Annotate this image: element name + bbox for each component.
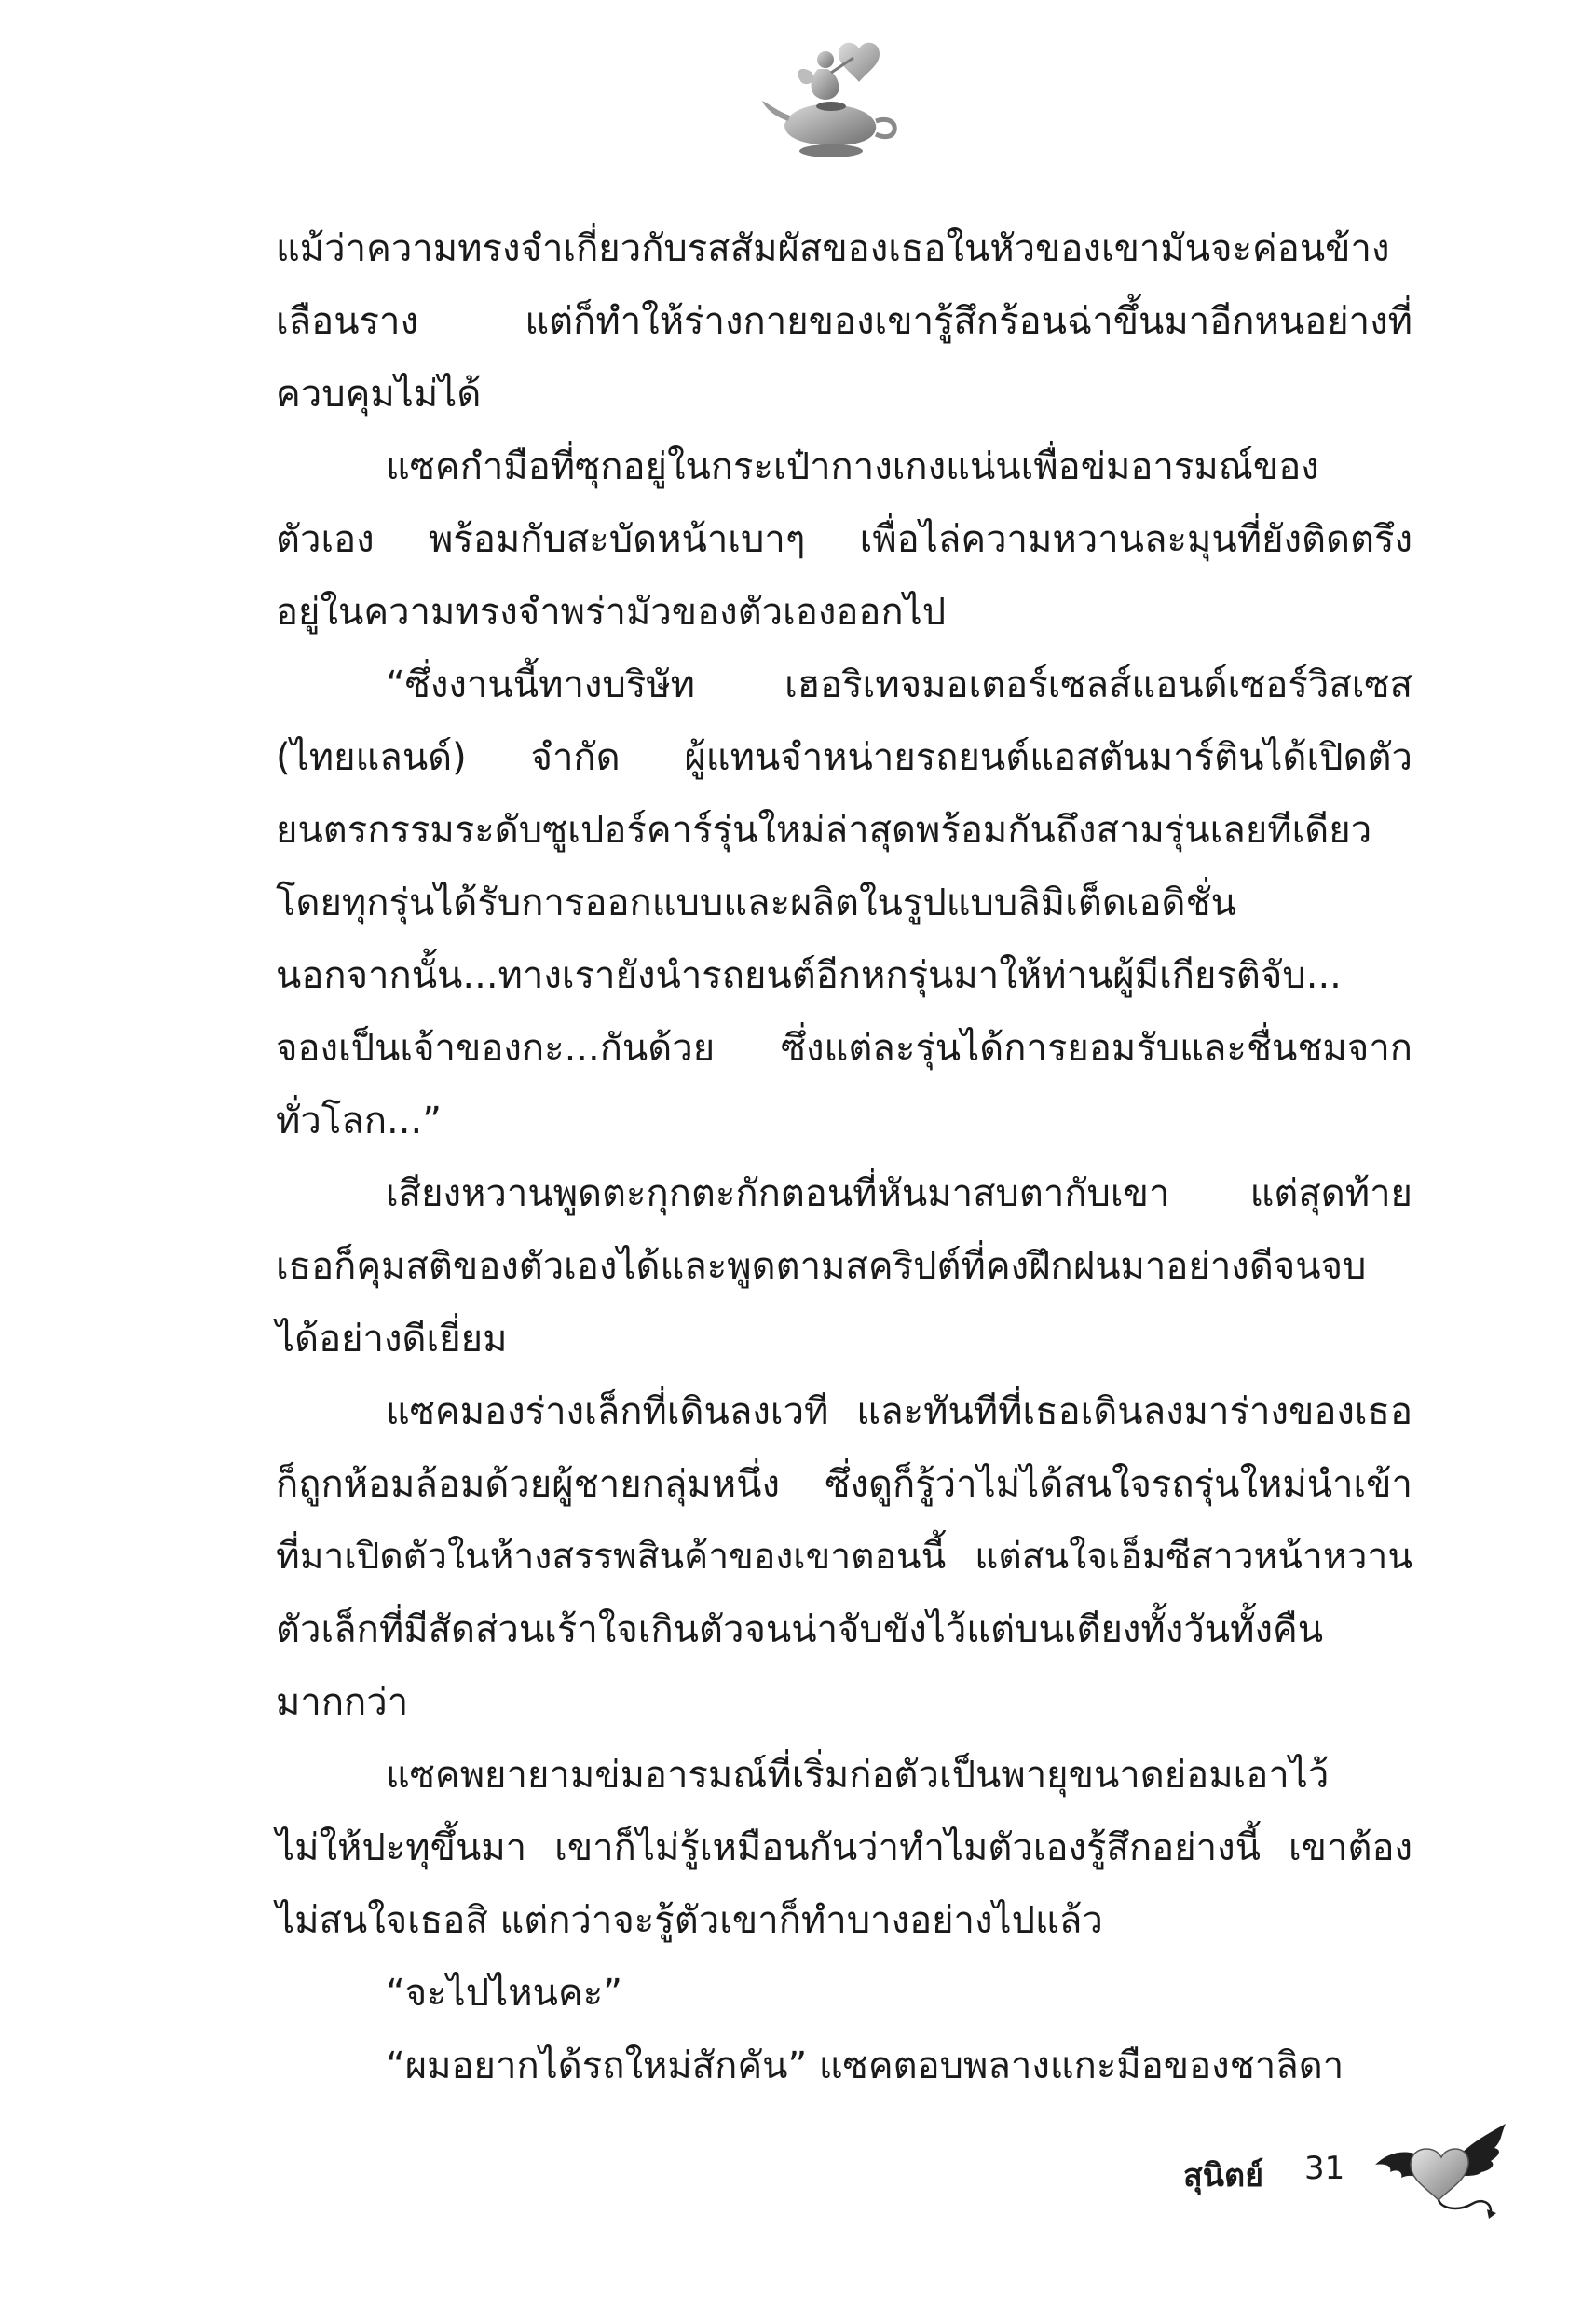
text-line: เธอก็คุมสติของตัวเองได้และพูดตามสคริปต์ที่คงฝึกฝนมาอย่างดีจนจบ bbox=[276, 1245, 1367, 1288]
paragraph bbox=[276, 431, 1412, 649]
text-line: อยู่ในความทรงจำพร่ามัวของตัวเองออกไป bbox=[276, 591, 947, 634]
text-line: นอกจากนั้น...ทางเรายังนำรถยนต์อีกหกรุ่นมาให้ท่านผู้มีเกียรติจับ... bbox=[276, 954, 1342, 997]
teapot-cupid-ornament-icon bbox=[757, 35, 906, 166]
page-footer bbox=[1071, 2129, 1556, 2213]
text-line: แซคกำมือที่ซุกอยู่ในกระเป๋ากางเกงแน่นเพื่อข่มอารมณ์ของ bbox=[386, 445, 1319, 488]
author-name: สุนิตย์ bbox=[1183, 2157, 1263, 2195]
text-line: ได้อย่างดีเยี่ยม bbox=[276, 1318, 508, 1361]
text-line: ยนตรกรรมระดับซูเปอร์คาร์รุ่นใหม่ล่าสุดพร้อมกันถึงสามรุ่นเลยทีเดียว bbox=[276, 809, 1372, 852]
text-line: จองเป็นเจ้าของกะ...กันด้วย ซึ่งแต่ละรุ่นได้การยอมรับและชื่นชมจาก bbox=[276, 1027, 1412, 1070]
paragraph bbox=[276, 212, 1412, 431]
text-line: แม้ว่าความทรงจำเกี่ยวกับรสสัมผัสของเธอในหัวของเขามันจะค่อนข้าง bbox=[276, 227, 1390, 270]
text-line: แซคพยายามข่มอารมณ์ที่เริ่มก่อตัวเป็นพายุขนาดย่อมเอาไว้ bbox=[386, 1754, 1330, 1797]
text-line: ทั่วโลก...” bbox=[276, 1100, 442, 1142]
text-line: เลือนราง แต่ก็ทำให้ร่างกายของเขารู้สึกร้อนฉ่าขึ้นมาอีกหนอย่างที่ bbox=[276, 300, 1412, 343]
text-line: แซคมองร่างเล็กที่เดินลงเวที และทันทีที่เธอเดินลงมาร่างของเธอ bbox=[386, 1390, 1412, 1433]
text-line: โดยทุกรุ่นได้รับการออกแบบและผลิตในรูปแบบลิมิเต็ดเอดิชั่น bbox=[276, 882, 1236, 924]
text-line: ไม่ให้ปะทุขึ้นมา เขาก็ไม่รู้เหมือนกันว่าทำไมตัวเองรู้สึกอย่างนี้ เขาต้อง bbox=[276, 1826, 1412, 1869]
text-line: เสียงหวานพูดตะกุกตะกักตอนที่หันมาสบตากับเขา แต่สุดท้าย bbox=[386, 1172, 1412, 1215]
paragraph bbox=[276, 1375, 1412, 1739]
page-number: 31 bbox=[1304, 2150, 1345, 2187]
paragraph bbox=[276, 1957, 1412, 2030]
text-line: ตัวเล็กที่มีสัดส่วนเร้าใจเกินตัวจนน่าจับขังไว้แต่บนเตียงทั้งวันทั้งคืน bbox=[276, 1608, 1324, 1651]
paragraph bbox=[276, 2030, 1412, 2102]
text-line: ก็ถูกห้อมล้อมด้วยผู้ชายกลุ่มหนึ่ง ซึ่งดูก็รู้ว่าไม่ได้สนใจรถรุ่นใหม่นำเข้า bbox=[276, 1463, 1412, 1506]
paragraph bbox=[276, 649, 1412, 1157]
text-line: ตัวเอง พร้อมกับสะบัดหน้าเบาๆ เพื่อไล่ความหวานละมุนที่ยังติดตรึง bbox=[276, 518, 1412, 561]
text-line: “จะไปไหนคะ” bbox=[386, 1972, 622, 2015]
text-line: “ผมอยากได้รถใหม่สักคัน” แซคตอบพลางแกะมือของชาลิดา bbox=[386, 2044, 1344, 2087]
text-line: “ซึ่งงานนี้ทางบริษัท เฮอริเทจมอเตอร์เซลส์แอนด์เซอร์วิสเซส bbox=[386, 663, 1412, 706]
text-line: มากกว่า bbox=[276, 1681, 409, 1724]
text-line: (ไทยแลนด์) จำกัด ผู้แทนจำหน่ายรถยนต์แอสตันมาร์ตินได้เปิดตัว bbox=[276, 736, 1412, 779]
text-line: ไม่สนใจเธอสิ แต่กว่าจะรู้ตัวเขาก็ทำบางอย่างไปแล้ว bbox=[276, 1899, 1103, 1942]
text-line: ที่มาเปิดตัวในห้างสรรพสินค้าของเขาตอนนี้ แต่สนใจเอ็มซีสาวหน้าหวาน bbox=[276, 1536, 1412, 1578]
winged-heart-devil-icon bbox=[1370, 2120, 1509, 2222]
paragraph bbox=[276, 1739, 1412, 1957]
paragraph bbox=[276, 1157, 1412, 1375]
text-line: ควบคุมไม่ได้ bbox=[276, 373, 482, 416]
body-text bbox=[276, 212, 1412, 2102]
